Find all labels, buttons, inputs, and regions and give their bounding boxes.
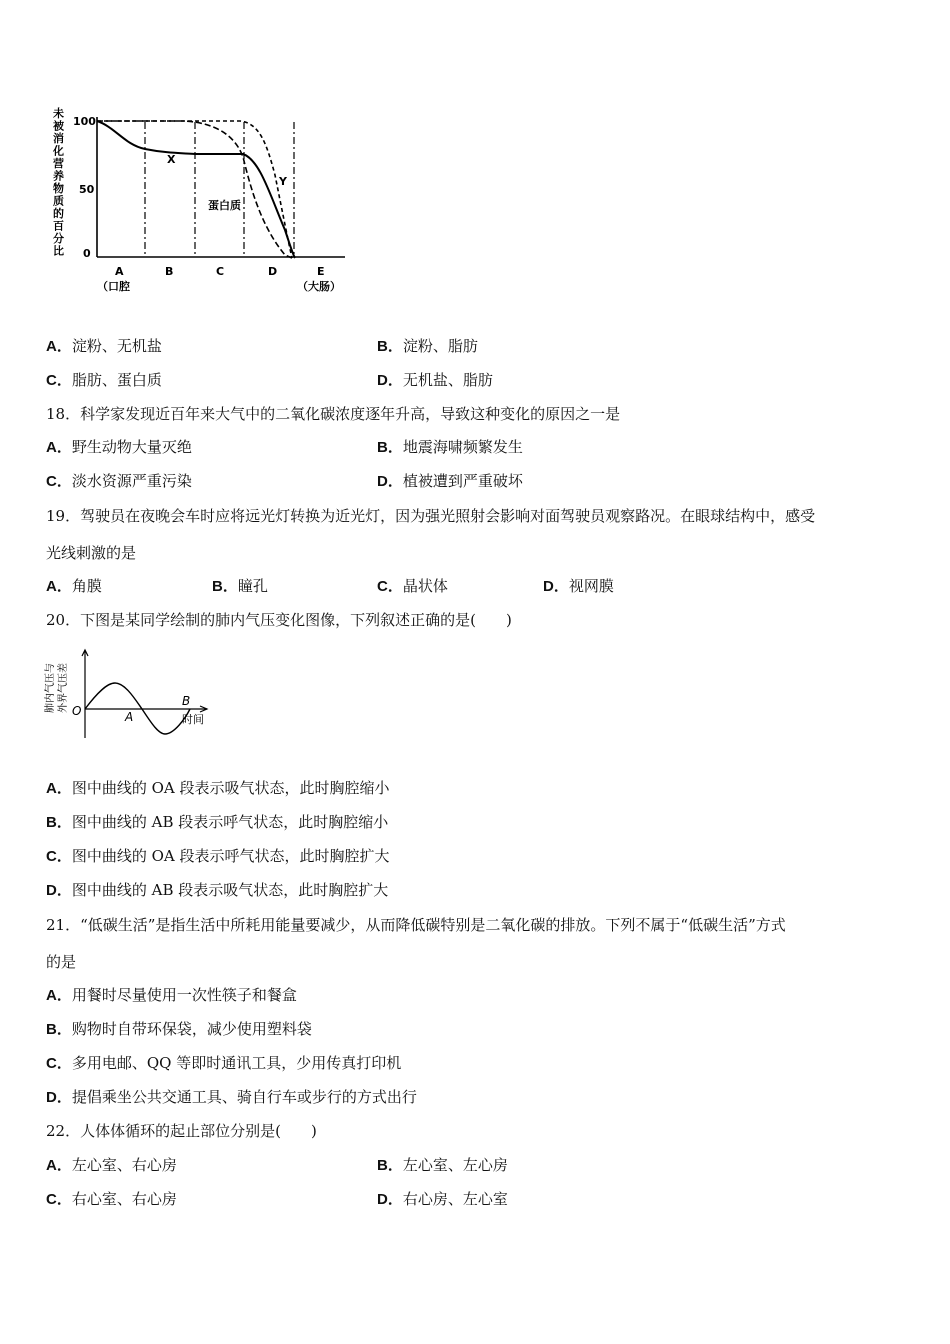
option-text: 多用电邮、QQ 等即时通讯工具，少用传真打印机 — [71, 1054, 402, 1072]
point-a: A — [125, 710, 134, 724]
option-text: 地震海啸频繁发生 — [402, 438, 523, 456]
option-text: 用餐时尽量使用一次性筷子和餐盒 — [71, 986, 297, 1004]
option-text: 右心室、右心房 — [71, 1190, 177, 1208]
q22-option-c[interactable] — [46, 1189, 177, 1210]
option-text: 淀粉、无机盐 — [71, 337, 162, 355]
option-letter: B． — [46, 1021, 72, 1038]
option-text: 淀粉、脂肪 — [402, 337, 478, 355]
option-letter: D． — [377, 372, 403, 389]
y-label-char: 质 — [53, 194, 64, 208]
q21-option-c[interactable] — [46, 1053, 401, 1074]
option-text: 脂肪、蛋白质 — [71, 371, 162, 389]
q22-option-a[interactable] — [46, 1155, 177, 1176]
option-letter: B． — [377, 1157, 403, 1174]
q18-option-b[interactable] — [377, 437, 523, 458]
y-tick-0: 0 — [83, 247, 91, 260]
option-letter: A． — [46, 439, 72, 456]
option-text: 植被遭到严重破坏 — [402, 472, 523, 490]
q20-option-d[interactable] — [46, 880, 388, 901]
y-label-char: 营 — [53, 157, 64, 170]
option-letter: D． — [543, 578, 569, 595]
q17-option-a[interactable] — [46, 336, 162, 357]
q18-option-d[interactable] — [377, 471, 523, 492]
q19-option-a[interactable] — [46, 576, 102, 597]
q19-option-c[interactable] — [377, 576, 448, 597]
option-text: 左心室、左心房 — [402, 1156, 508, 1174]
section-b: B — [165, 265, 174, 278]
section-c: C — [216, 265, 225, 278]
q17-option-c[interactable] — [46, 370, 162, 391]
y-label-char: 比 — [53, 244, 64, 258]
option-letter: C． — [46, 1191, 72, 1208]
option-letter: B． — [46, 814, 72, 831]
option-text: 左心室、右心房 — [71, 1156, 177, 1174]
option-text: 视网膜 — [568, 577, 614, 595]
option-text: 瞳孔 — [237, 577, 268, 595]
q19-stem-line1: 19．驾驶员在夜晚会车时应将远光灯转换为近光灯，因为强光照射会影响对面驾驶员观察路况。在眼球结构中，感受 — [46, 507, 816, 525]
y-label-char: 化 — [53, 144, 64, 158]
q19-option-d[interactable] — [543, 576, 614, 597]
option-text: 购物时自带环保袋，减少使用塑料袋 — [71, 1020, 312, 1038]
q21-option-a[interactable] — [46, 985, 297, 1006]
y-label-char: 的 — [53, 207, 64, 220]
lung-graph-y-label-1: 肺内气压与 — [45, 663, 56, 713]
option-text: 图中曲线的 OA 段表示吸气状态，此时胸腔缩小 — [71, 779, 390, 797]
option-letter: A． — [46, 578, 72, 595]
option-letter: A． — [46, 780, 72, 797]
section-e: E — [317, 265, 325, 278]
q18-option-a[interactable] — [46, 437, 192, 458]
q21-stem-line1: 21．“低碳生活”是指生活中所耗用能量要减少，从而降低碳特别是二氧化碳的排放。下列不属于“低碳生活”方式 — [46, 916, 786, 934]
option-text: 图中曲线的 AB 段表示呼气状态，此时胸腔缩小 — [71, 813, 389, 831]
q21-option-b[interactable] — [46, 1019, 312, 1040]
curve-label-protein: 蛋白质 — [208, 199, 241, 212]
option-text: 角膜 — [71, 577, 102, 595]
option-letter: B． — [212, 578, 238, 595]
option-text: 图中曲线的 OA 段表示呼气状态，此时胸腔扩大 — [71, 847, 390, 865]
digestion-graph-y-label — [52, 106, 65, 258]
option-text: 晶状体 — [402, 577, 448, 595]
y-label-char: 消 — [53, 132, 64, 145]
q21-stem-line2: 的是 — [46, 953, 77, 971]
q17-option-b[interactable] — [377, 336, 478, 357]
y-label-char: 养 — [53, 169, 64, 183]
note-large-intestine: （大肠） — [297, 280, 341, 293]
option-letter: D． — [377, 1191, 403, 1208]
option-letter: D． — [46, 1089, 72, 1106]
point-o: O — [72, 704, 82, 718]
curve-starch — [97, 121, 295, 258]
option-text: 野生动物大量灭绝 — [71, 438, 192, 456]
option-text: 淡水资源严重污染 — [71, 472, 192, 490]
option-letter: B． — [377, 338, 403, 355]
time-axis-label: 时间 — [182, 713, 204, 726]
q19-stem-line2: 光线刺激的是 — [46, 544, 137, 562]
q20-option-c[interactable] — [46, 846, 390, 867]
option-letter: D． — [46, 882, 72, 899]
option-text: 提倡乘坐公共交通工具、骑自行车或步行的方式出行 — [71, 1088, 417, 1106]
option-letter: A． — [46, 987, 72, 1004]
q22-option-b[interactable] — [377, 1155, 508, 1176]
digestion-graph — [45, 105, 365, 305]
y-tick-50: 50 — [79, 183, 95, 196]
section-d: D — [268, 265, 278, 278]
q21-option-d[interactable] — [46, 1087, 417, 1108]
y-label-char: 未 — [53, 107, 64, 120]
option-letter: C． — [46, 848, 72, 865]
curve-label-y: Y — [279, 175, 287, 188]
option-letter: C． — [46, 1055, 72, 1072]
q20-option-a[interactable] — [46, 778, 390, 799]
option-letter: C． — [377, 578, 403, 595]
y-tick-100: 100 — [73, 115, 96, 128]
section-a: A — [115, 265, 124, 278]
note-mouth: （口腔 — [97, 280, 130, 293]
option-letter: A． — [46, 338, 72, 355]
lung-graph-y-label-2: 外界气压差 — [58, 663, 69, 713]
lung-pressure-graph — [42, 643, 222, 743]
option-letter: C． — [46, 372, 72, 389]
q22-option-d[interactable] — [377, 1189, 508, 1210]
q19-option-b[interactable] — [212, 576, 268, 597]
point-b: B — [182, 694, 191, 708]
option-text: 图中曲线的 AB 段表示吸气状态，此时胸腔扩大 — [71, 881, 389, 899]
q18-option-c[interactable] — [46, 471, 192, 492]
y-label-char: 物 — [53, 182, 64, 195]
y-label-char: 被 — [53, 119, 64, 133]
q22-stem: 22．人体体循环的起止部位分别是( ) — [46, 1122, 317, 1140]
y-label-char: 分 — [53, 232, 64, 245]
q20-stem: 20．下图是某同学绘制的肺内气压变化图像，下列叙述正确的是( ) — [46, 611, 512, 629]
option-letter: A． — [46, 1157, 72, 1174]
q18-stem: 18．科学家发现近百年来大气中的二氧化碳浓度逐年升高，导致这种变化的原因之一是 — [46, 405, 621, 423]
q20-option-b[interactable] — [46, 812, 388, 833]
option-letter: C． — [46, 473, 72, 490]
y-label-char: 百 — [53, 219, 64, 233]
q17-option-d[interactable] — [377, 370, 493, 391]
option-letter: D． — [377, 473, 403, 490]
curve-label-x: X — [167, 153, 176, 166]
option-text: 右心房、左心室 — [402, 1190, 508, 1208]
option-letter: B． — [377, 439, 403, 456]
option-text: 无机盐、脂肪 — [402, 371, 493, 389]
